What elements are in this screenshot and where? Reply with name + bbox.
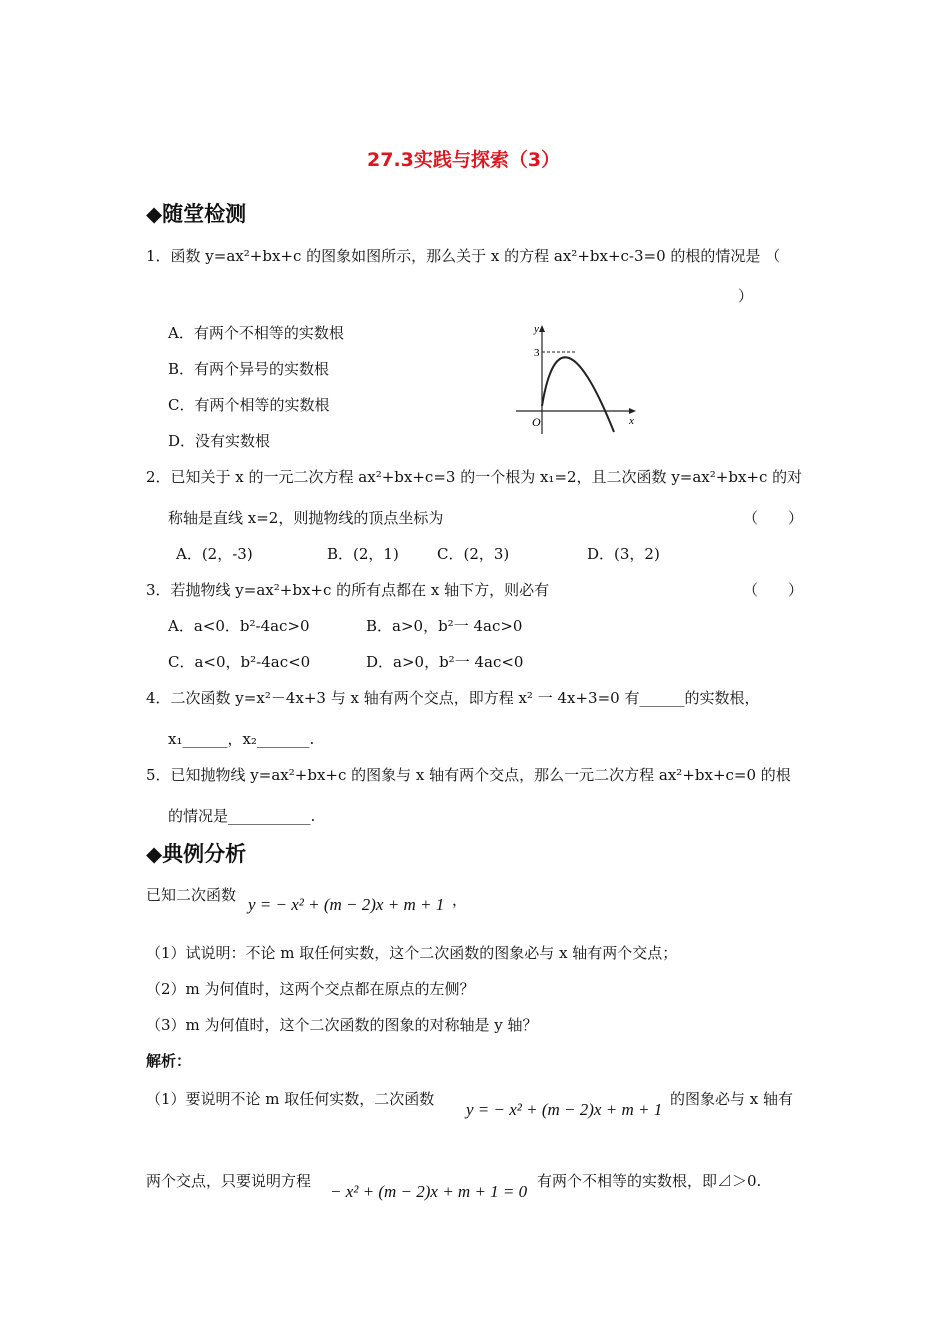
origin-label: O (532, 415, 541, 429)
section-heading-quiz: ◆随堂检测 (146, 202, 247, 226)
q2-option-a: A．(2，-3) (176, 545, 253, 563)
q1-option-b: B．有两个异号的实数根 (168, 360, 330, 378)
example-formula-comma: ， (452, 891, 468, 909)
q1-option-c: C．有两个相等的实数根 (168, 396, 330, 414)
analysis-p2-before: 两个交点，只要说明方程 (146, 1172, 312, 1190)
q3-option-b: B．a>0，b²一 4ac>0 (366, 617, 523, 635)
q2-paren: （ ） (743, 509, 804, 527)
q3-option-d: D．a>0，b²一 4ac<0 (366, 653, 524, 671)
q1-option-a: A．有两个不相等的实数根 (168, 324, 344, 342)
parabola-curve (542, 357, 614, 432)
q5-line1: 5．已知抛物线 y=ax²+bx+c 的图象与 x 轴有两个交点，那么一元二次方程 ax²+bx+c=0 的根 (146, 766, 791, 784)
q4-line2: x₁______，x₂_______. (168, 730, 315, 748)
analysis-p1-formula: y = − x² + (m − 2)x + m + 1 (466, 1100, 663, 1119)
analysis-heading: 解析： (146, 1052, 192, 1070)
x-axis-arrow (629, 408, 636, 414)
y-axis-label: y (534, 323, 539, 335)
example-item-3: （3）m 为何值时，这个二次函数的图象的对称轴是 y 轴？ (146, 1016, 538, 1034)
page-title: 27.3实践与探索（3） (367, 149, 561, 171)
x-axis-label: x (629, 415, 634, 427)
q2-line2: 称轴是直线 x=2，则抛物线的顶点坐标为 (168, 509, 444, 527)
example-formula: y = − x² + (m − 2)x + m + 1 (248, 895, 445, 914)
q1-option-d: D．没有实数根 (168, 432, 271, 450)
q2-option-b: B．(2，1) (327, 545, 399, 563)
tick-label-3: 3 (534, 347, 540, 359)
y-axis-arrow (539, 325, 545, 332)
q4-line1: 4．二次函数 y=x²－4x+3 与 x 轴有两个交点，即方程 x² 一 4x+3=0 有______的实数根， (146, 689, 760, 707)
analysis-p2-formula: − x² + (m − 2)x + m + 1 = 0 (330, 1182, 528, 1201)
q2-option-c: C．(2，3) (437, 545, 510, 563)
analysis-p1-before: （1）要说明不论 m 取任何实数，二次函数 (146, 1090, 435, 1108)
example-item-1: （1）试说明：不论 m 取任何实数，这个二次函数的图象必与 x 轴有两个交点； (146, 944, 678, 962)
q3-option-c: C．a<0，b²-4ac<0 (168, 653, 311, 671)
q2-line1: 2．已知关于 x 的一元二次方程 ax²+bx+c=3 的一个根为 x₁=2，且二次函数 y=ax²+bx+c 的对 (146, 468, 803, 486)
q3-paren: （ ） (743, 581, 804, 599)
example-item-2: （2）m 为何值时，这两个交点都在原点的左侧？ (146, 980, 475, 998)
section-heading-example: ◆典例分析 (146, 842, 247, 866)
example-intro: 已知二次函数 (146, 886, 237, 904)
q2-option-d: D．(3，2) (587, 545, 660, 563)
q3-option-a: A．a<0．b²-4ac>0 (168, 617, 310, 635)
q5-line2: 的情况是___________. (168, 807, 316, 825)
q1-line1: 1．函数 y=ax²+bx+c 的图象如图所示，那么关于 x 的方程 ax²+bx+c-3=0 的根的情况是 （ (146, 247, 781, 265)
analysis-p1-after: 的图象必与 x 轴有 (670, 1090, 793, 1108)
analysis-p2-after: 有两个不相等的实数根，即⊿＞0. (537, 1172, 762, 1190)
q3-line1: 3．若抛物线 y=ax²+bx+c 的所有点都在 x 轴下方，则必有 (146, 581, 550, 599)
q1-paren-close: ） (738, 287, 754, 305)
parabola-graph (512, 322, 642, 437)
